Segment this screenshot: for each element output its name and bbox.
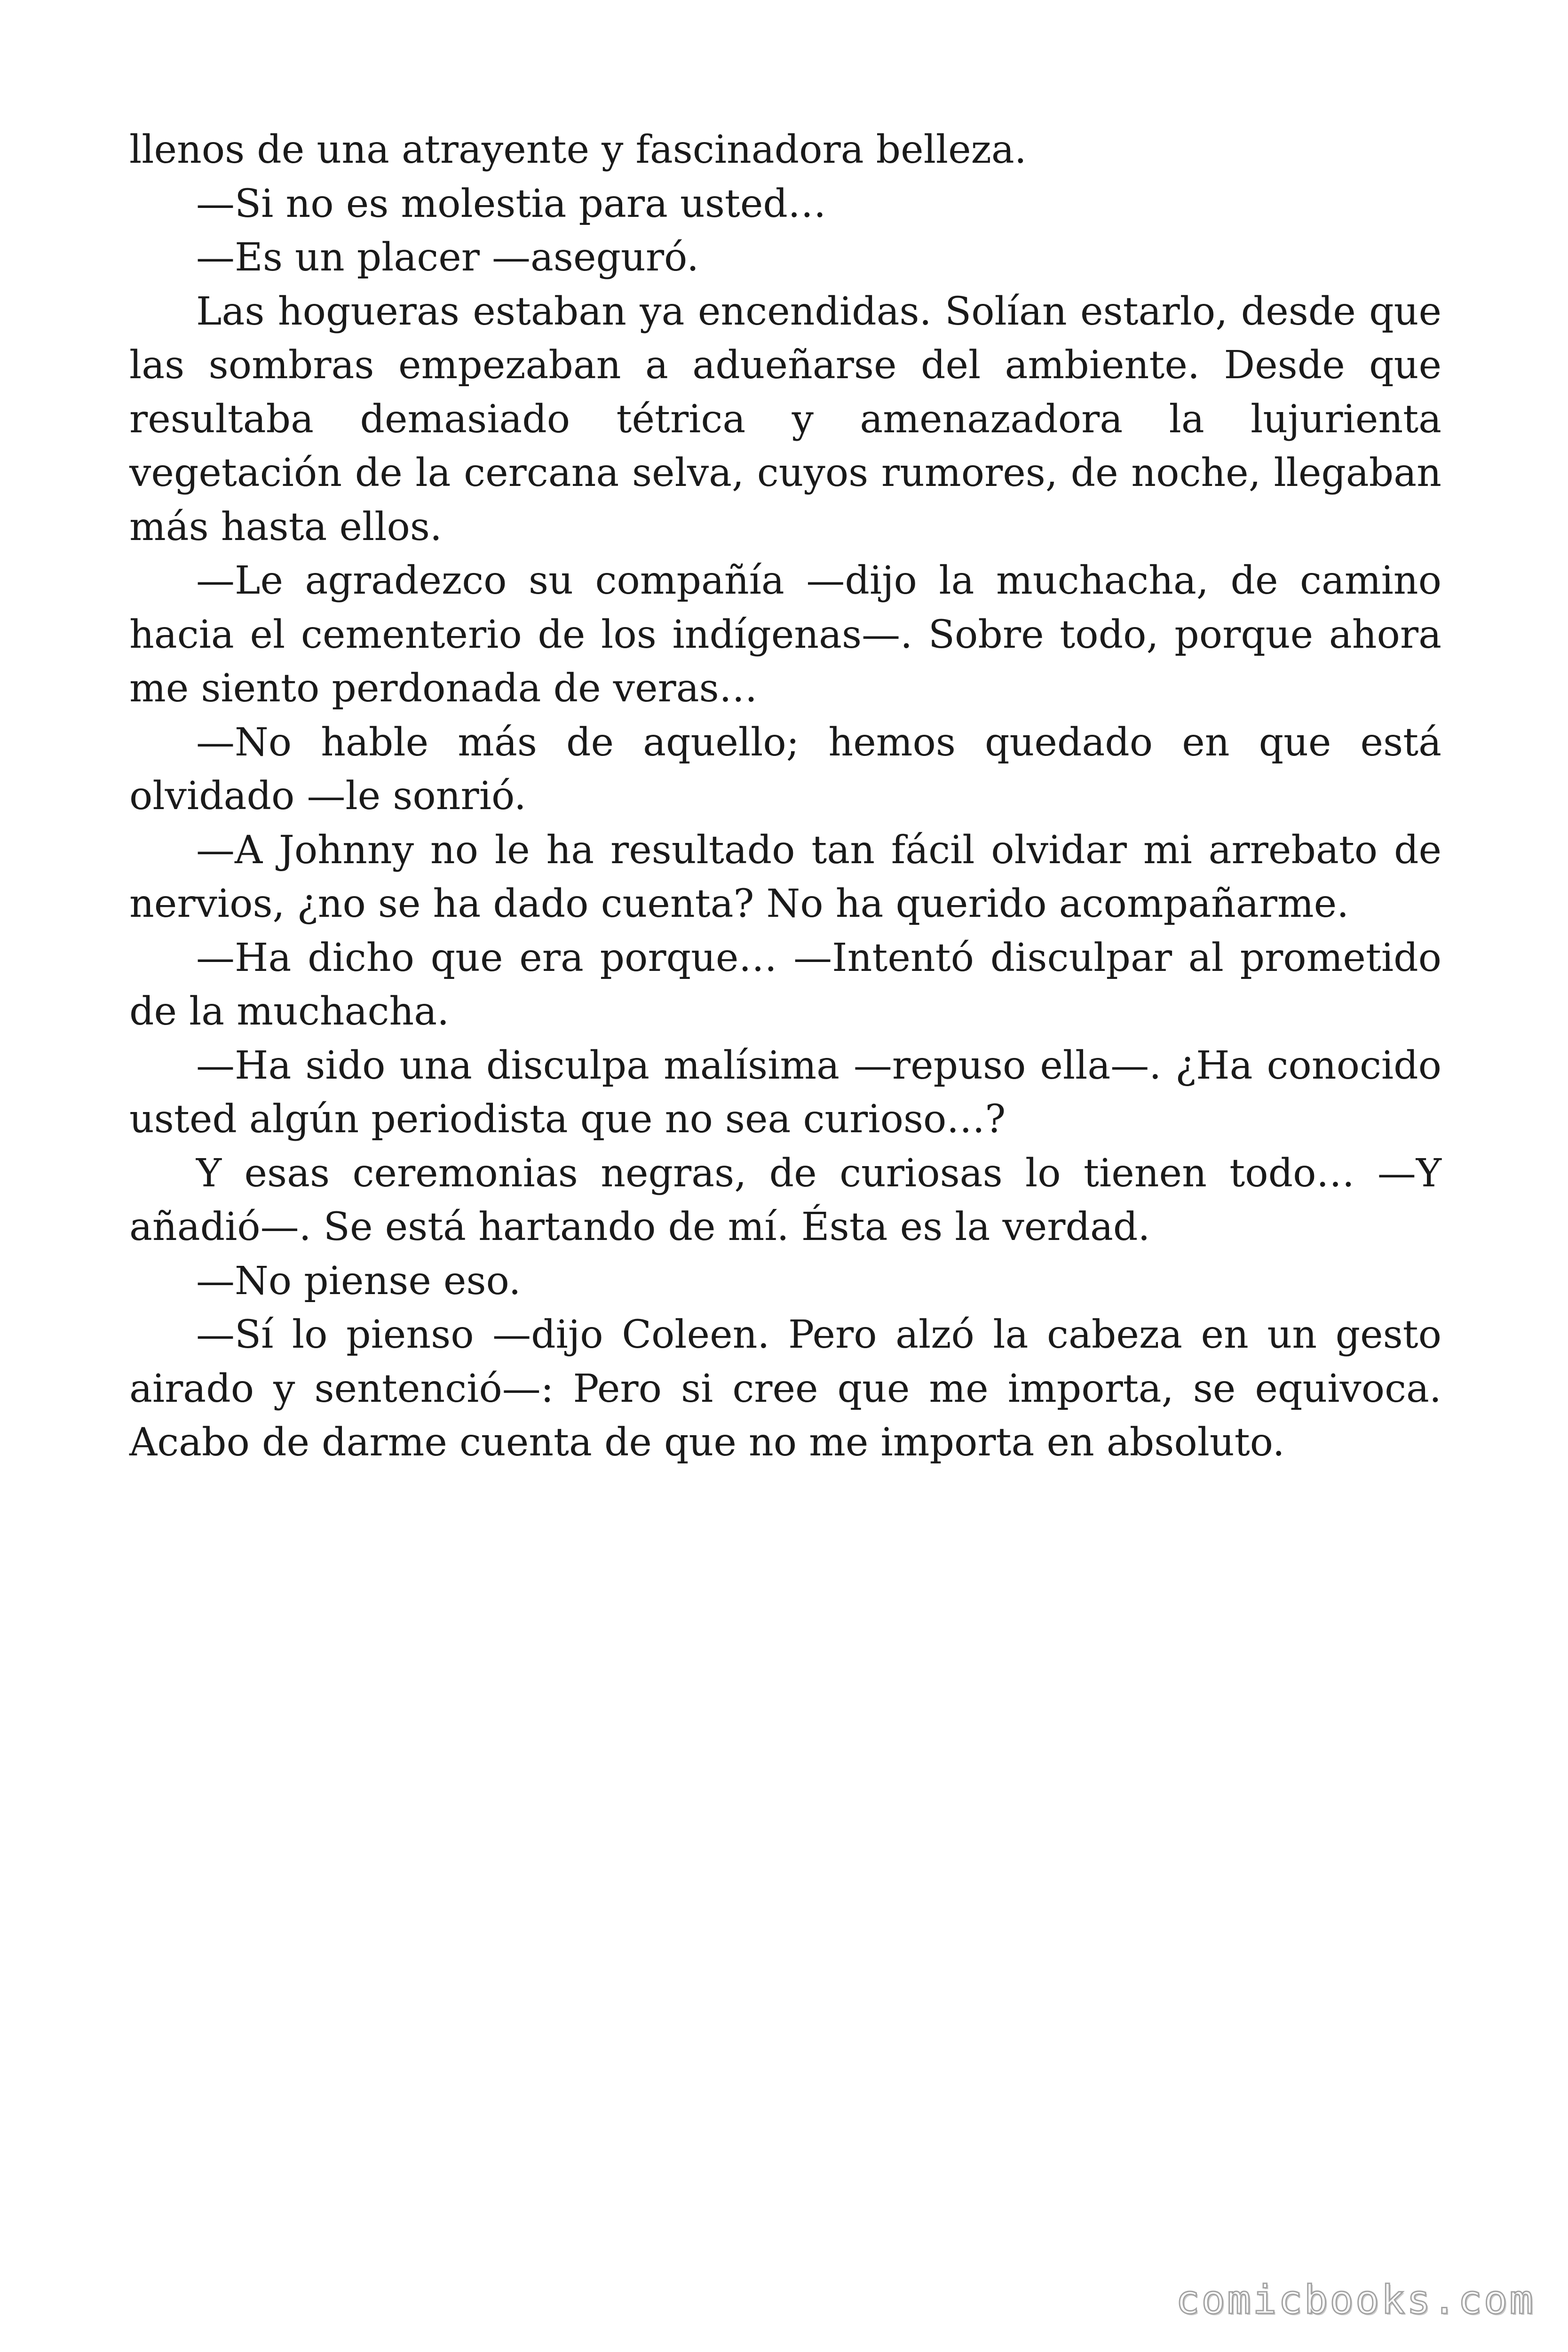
body-text xyxy=(129,123,1441,1470)
paragraph-dialogue: —No piense eso. xyxy=(196,1258,521,1303)
paragraph-dialogue: —No hable más de aquello; hemos quedado en que está olvidado —le sonrió. xyxy=(129,720,1441,818)
paragraph-dialogue: —A Johnny no le ha resultado tan fácil olvidar mi arrebato de nervios, ¿no se ha dado cuenta? No ha querido acompañarme. xyxy=(129,827,1441,926)
paragraph-dialogue: —Le agradezco su compañía —dijo la muchacha, de camino hacia el cementerio de los indígenas—. Sobre todo, porque ahora me siento perdonada de veras… xyxy=(129,558,1441,711)
paragraph-narration: Y esas ceremonias negras, de curiosas lo tienen todo… —Y añadió—. Se está hartando de mí. Ésta es la verdad. xyxy=(129,1151,1441,1249)
paragraph-continuation: llenos de una atrayente y fascinadora belleza. xyxy=(129,127,1027,172)
paragraph-dialogue: —Sí lo pienso —dijo Coleen. Pero alzó la cabeza en un gesto airado y sentenció—: Pero si cree que me importa, se equivoca. Acabo de darme cuenta de que no me importa en absoluto. xyxy=(129,1312,1441,1465)
paragraph-dialogue: —Es un placer —aseguró. xyxy=(196,235,699,280)
paragraph-dialogue: —Si no es molestia para usted… xyxy=(196,181,826,226)
watermark: comicbooks.com xyxy=(1175,2277,1535,2323)
paragraph-dialogue: —Ha sido una disculpa malísima —repuso ella—. ¿Ha conocido usted algún periodista que no sea curioso…? xyxy=(129,1043,1441,1142)
paragraph-narration: Las hogueras estaban ya encendidas. Solían estarlo, desde que las sombras empezaban a adueñarse del ambiente. Desde que resultaba demasiado tétrica y amenazadora la lujurienta vegetación de la cercana selva, cuyos rumores, de noche, llegaban más hasta ellos. xyxy=(129,289,1441,549)
paragraph-dialogue: —Ha dicho que era porque… —Intentó disculpar al prometido de la muchacha. xyxy=(129,935,1441,1034)
